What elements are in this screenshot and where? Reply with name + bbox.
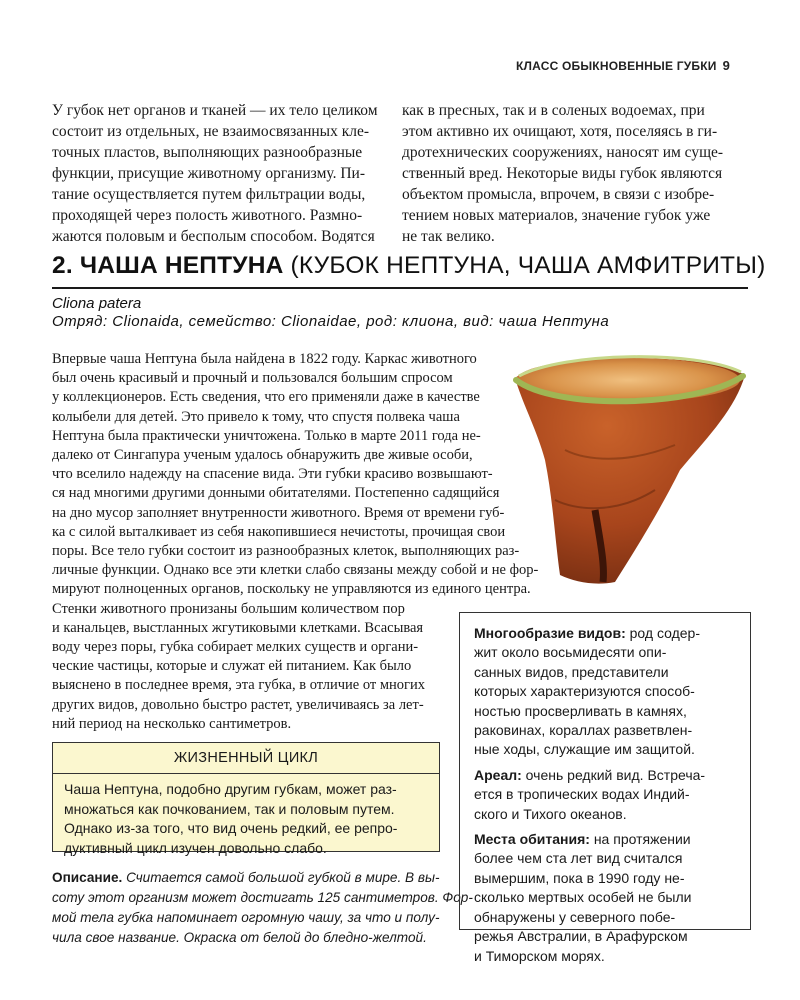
lifecycle-title: ЖИЗНЕННЫЙ ЦИКЛ bbox=[173, 750, 319, 766]
text-line: жаются половым и бесполым способом. Водятся bbox=[52, 228, 375, 245]
sponge-cup-illustration bbox=[505, 350, 750, 590]
species-heading bbox=[52, 252, 766, 280]
text-line: ностью просверливать в камнях, bbox=[474, 702, 687, 719]
text-line: сколько мертвых особей не были bbox=[474, 889, 692, 906]
text-line: точных пластов, выполняющих разнообразные bbox=[52, 144, 363, 161]
text-line: тением новых материалов, значение губок уже bbox=[402, 207, 711, 224]
text-line: у коллекционеров. Есть сведения, что его применяли даже в качестве bbox=[52, 389, 480, 406]
description-block bbox=[52, 868, 473, 948]
text-line: ка с силой выталкивает из себя накопившиеся нечистоты, прочищая свои bbox=[52, 523, 506, 540]
text-line: мируют полноценных органов, поскольку не управляются из единого центра. bbox=[52, 581, 531, 598]
text-line: которых характеризуются способ- bbox=[474, 683, 695, 700]
text-line: не так велико. bbox=[402, 228, 495, 245]
text-line: режья Австралии, в Арафурском bbox=[474, 928, 688, 945]
facts-sidebar bbox=[459, 612, 751, 964]
text-line: как в пресных, так и в соленых водоемах, при bbox=[402, 102, 705, 119]
text-line: личные функции. Однако все эти клетки слабо связаны между собой и не фор- bbox=[52, 562, 539, 579]
text-line: и Тиморском морях. bbox=[474, 947, 605, 964]
text-line: ся над многими другими донными обитателями. Постепенно садящийся bbox=[52, 485, 500, 502]
text-line: дуктивный цикл изучен довольно слабо. bbox=[64, 839, 327, 856]
habitat-paragraph bbox=[474, 830, 740, 966]
text-line: Чаша Нептуна, подобно другим губкам, может раз- bbox=[64, 781, 397, 797]
text-line: обнаружены у северного побе- bbox=[474, 908, 676, 925]
text-line: Нептуна была практически уничтожена. Только в марте 2011 года не- bbox=[52, 427, 481, 444]
text-line: санных видов, представители bbox=[474, 663, 669, 680]
text-line: Стенки животного пронизаны большим количеством пор bbox=[52, 600, 405, 617]
text-line: вымершим, пока в 1990 году не- bbox=[474, 869, 685, 886]
text-line: более чем ста лет вид считался bbox=[474, 850, 683, 867]
diversity-label: Многообразие видов: bbox=[474, 625, 626, 641]
text-line: ний период на несколько сантиметров. bbox=[52, 715, 292, 732]
text-line: жит около восьмидесяти опи- bbox=[474, 644, 667, 661]
text-line: ского и Тихого океанов. bbox=[474, 805, 627, 822]
diversity-paragraph bbox=[474, 624, 740, 760]
text-line: ческие частицы, которые и служат ей питанием. Как было bbox=[52, 658, 412, 675]
text-line: множаться как почкованием, так и половым путем. bbox=[64, 800, 395, 817]
text-line: далеко от Сингапура ученым удалось обнаружить две живые особи, bbox=[52, 447, 473, 464]
latin-name: Cliona patera bbox=[52, 295, 142, 312]
text-line: Впервые чаша Нептуна была найдена в 1822 году. Каркас животного bbox=[52, 351, 477, 367]
text-line: очень редкий вид. Встреча- bbox=[521, 766, 706, 783]
text-line: У губок нет органов и тканей — их тело целиком bbox=[52, 102, 378, 119]
habitat-label: Места обитания: bbox=[474, 831, 590, 848]
text-line: поры. Все тело губки состоит из разнообразных клеток, выполняющих раз- bbox=[52, 543, 520, 560]
text-line: функции, присущие животному организму. Пи- bbox=[52, 165, 365, 182]
text-line: колыбели для детей. Это привело к тому, что спустя полвека чаша bbox=[52, 408, 460, 425]
lifecycle-box bbox=[52, 742, 440, 856]
text-line: на протяжении bbox=[589, 831, 691, 848]
text-line: что вселило надежду на спасение вида. Эти губки красиво возвышают- bbox=[52, 466, 493, 483]
species-title: 2. ЧАША НЕПТУНА bbox=[52, 252, 284, 279]
text-line: других видов, довольно быстро растет, увеличиваясь за лет- bbox=[52, 696, 424, 713]
page-number: 9 bbox=[722, 58, 730, 73]
text-line: состоит из отдельных, не взаимосвязанных кле- bbox=[52, 123, 370, 140]
text-line: ется в тропических водах Индий- bbox=[474, 786, 690, 803]
text-line: Считается самой большой губкой в мире. В вы- bbox=[126, 870, 440, 885]
lifecycle-text bbox=[53, 780, 439, 858]
text-line: соту этот организм может достигать 125 сантиметров. Фор- bbox=[52, 890, 473, 905]
intro-column-left bbox=[52, 100, 392, 247]
running-header bbox=[516, 58, 730, 73]
text-line: род содер- bbox=[625, 625, 701, 641]
text-line: на дно мусор заполняет внутренности животного. Время от времени губ- bbox=[52, 504, 505, 521]
section-title: КЛАСС ОБЫКНОВЕННЫЕ ГУБКИ bbox=[516, 59, 717, 73]
text-line: и канальцев, выстланных жгутиковыми клетками. Всасывая bbox=[52, 619, 424, 636]
species-alt-names: (КУБОК НЕПТУНА, ЧАША АМФИТРИТЫ) bbox=[283, 252, 766, 279]
text-line: ные ходы, служащие им защитой. bbox=[474, 741, 695, 758]
text-line: мой тела губка напоминает огромную чашу, за что и полу- bbox=[52, 910, 440, 925]
text-line: воду через поры, губка собирает мелких существ и органи- bbox=[52, 639, 419, 656]
text-line: Однако из-за того, что вид очень редкий, ее репро- bbox=[64, 820, 398, 836]
intro-column-right bbox=[402, 100, 742, 247]
range-label: Ареал: bbox=[474, 766, 522, 783]
heading-divider bbox=[52, 287, 748, 289]
range-paragraph bbox=[474, 766, 740, 824]
text-line: проходящей через полость животного. Размно- bbox=[52, 207, 363, 224]
text-line: объектом промысла, впрочем, в связи с изобре- bbox=[402, 186, 715, 203]
text-line: чила свое название. Окраска от белой до бледно-желтой. bbox=[52, 930, 427, 945]
text-line: раковинах, кораллах разветвлен- bbox=[474, 722, 693, 739]
text-line: выяснено в последнее время, эта губка, в отличие от многих bbox=[52, 677, 426, 694]
text-line: тание осуществляется путем фильтрации воды, bbox=[52, 186, 366, 203]
text-line: дротехнических сооружениях, наносят им суще- bbox=[402, 144, 724, 161]
text-line: был очень красивый и прочный и пользовался большим спросом bbox=[52, 370, 453, 387]
lifecycle-divider bbox=[53, 773, 439, 774]
text-line: этом активно их очищают, хотя, поселяясь в ги- bbox=[402, 123, 718, 140]
description-label: Описание. bbox=[52, 870, 123, 885]
taxonomy-line: Отряд: Clionaida, семейство: Clionaidae, род: клиона, вид: чаша Нептуна bbox=[52, 313, 610, 330]
text-line: ственный вред. Некоторые виды губок являются bbox=[402, 165, 723, 182]
